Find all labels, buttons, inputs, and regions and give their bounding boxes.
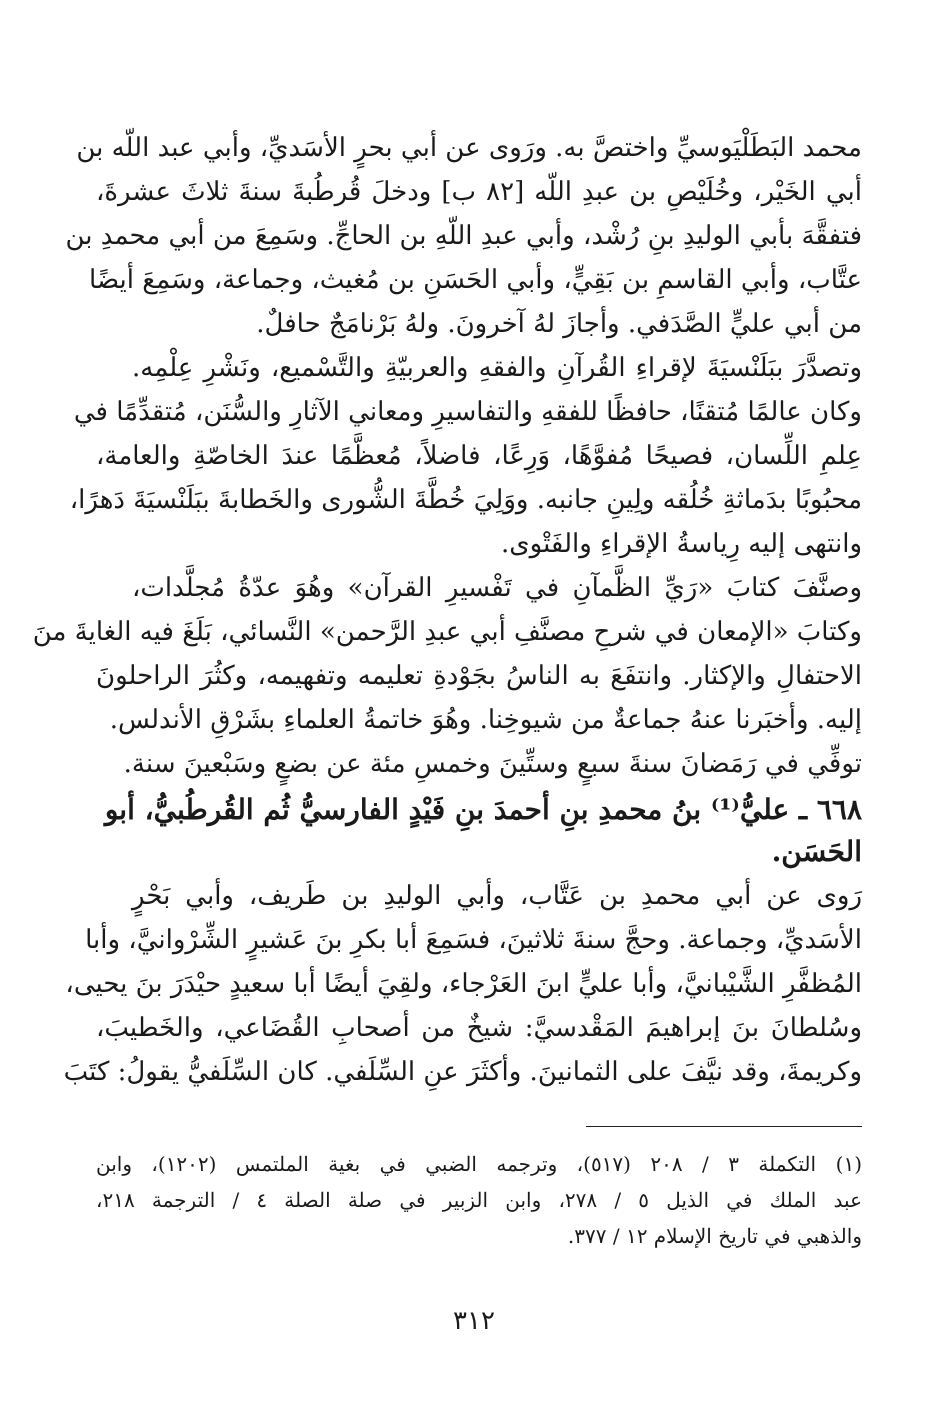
text-line: الاحتفالِ والإكثار. وانتفَعَ به الناسُ بجَوْدةِ تعليمه وتفهيمه، وكثُرَ الراحلونَ: [96, 661, 862, 691]
footnote-marker: (١): [835, 1152, 862, 1176]
entry-heading-end: الحَسَن.: [771, 835, 862, 868]
text-line: عِلمِ اللِّسان، فصيحًا مُفوَّهًا، وَرِعًا، فاضلاً، مُعظَّمًا عندَ الخاصّةِ والعامة،: [96, 441, 862, 471]
text-line: فتفقَّهَ بأبي الوليدِ بنِ رُشْد، وأبي عبدِ اللّهِ بن الحاجِّ. وسَمِعَ من أبي محمدِ بن: [65, 221, 862, 251]
footnote-line: والذهبي في تاريخ الإسلام ١٢ / ٣٧٧.: [567, 1224, 862, 1248]
text-line: وتصدَّرَ ببَلَنْسيَةَ لإقراءِ القُرآنِ والفقهِ والعربيّةِ والتَّسْميع، ونَشْرِ عِلْمِه.: [132, 353, 862, 383]
text-line: من أبي عليٍّ الصَّدَفي. وأجازَ لهُ آخرونَ. ولهُ بَرْنامَجٌ حافلٌ.: [256, 309, 862, 339]
text-line: أبي الخَيْر، وخُلَيْصِ بن عبدِ اللّه [٨٢ ب] ودخلَ قُرطُبةَ سنةَ ثلاثَ عشرةَ،: [96, 177, 862, 207]
text-line: عتَّاب، وأبي القاسمِ بن بَقِيٍّ، وأبي الحَسَنِ بن مُغيث، وجماعة، وسَمِعَ أيضًا: [89, 265, 862, 295]
text-line: توفِّي في رَمَضانَ سنةَ سبعٍ وستِّينَ وخمسِ مئة عن بضعٍ وسَبْعينَ سنة.: [123, 749, 862, 779]
page-number: ٣١٢: [453, 1306, 495, 1336]
entry-heading: ٦٦٨ ـ عليُّ⁽¹⁾ بنُ محمدِ بنِ أحمدَ بنِ فَيْدٍ الفارسيُّ ثُم القُرطُبيُّ، أبو: [104, 793, 862, 826]
text-line: وكتابَ «الإمعان في شرحِ مصنَّفِ أبي عبدِ الرَّحمن» النَّسائي، بَلَغَ فيه الغايةَ منَ: [32, 617, 862, 647]
text-line: المُظفَّرِ الشَّيْبانيَّ، وأبا عليٍّ ابنَ العَرْجاء، ولقِيَ أيضًا أبا سعيدٍ حيْدَرَ بنَ يحيى،: [65, 969, 862, 999]
text-line: وكان عالمًا مُتقنًا، حافظًا للفقهِ والتفاسيرِ ومعاني الآثارِ والسُّنَن، مُتقدِّمًا في: [73, 397, 862, 427]
footnote-rule: [586, 1126, 862, 1127]
footnote-line: عبد الملك في الذيل ٥ / ٢٧٨، وابن الزبير في صلة الصلة ٤ / الترجمة ٢١٨،: [96, 1188, 863, 1212]
text-line: وصنَّفَ كتابَ «رَيِّ الظَّمآنِ في تَفْسيرِ القرآن» وهُوَ عدّةُ مُجلَّدات،: [132, 573, 862, 603]
text-line: محبُوبًا بدَماثةِ خُلُقه ولِينِ جانبه. ووَلِيَ خُطَّةَ الشُّورى والخَطابةَ ببَلَنْسيَةَ دَهرًا،: [69, 485, 862, 515]
footnote-line: التكملة ٣ / ٢٠٨ (٥١٧)، وترجمه الضبي في بغية الملتمس (١٢٠٢)، وابن: [96, 1152, 817, 1176]
text-line: وانتهى إليه رِياسةُ الإقراءِ والفَتْوى.: [501, 529, 862, 559]
text-line: محمد البَطَلْيَوسيِّ واختصَّ به. ورَوى عن أبي بحرٍ الأسَديِّ، وأبي عبد اللّه بن: [76, 133, 862, 163]
text-line: وسُلطانَ بنَ إبراهيمَ المَقْدسيَّ: شيخٌ من أصحابِ القُضَاعي، والخَطيبَ،: [96, 1013, 862, 1043]
text-line: الأسَديِّ، وجماعة. وحجَّ سنةَ ثلاثينَ، فسَمِعَ أبا بكرِ بنَ عَشيرٍ الشِّرْوانيَّ، وأبا: [85, 925, 862, 955]
text-line: إليه. وأخبَرنا عنهُ جماعةٌ من شيوخِنا. وهُوَ خاتمةُ العلماءِ بشَرْقِ الأندلس.: [109, 705, 862, 735]
text-line: وكريمةَ، وقد نيَّفَ على الثمانينَ. وأكثَرَ عنِ السِّلَفي. كان السِّلَفيُّ يقولُ: كتَبَ: [63, 1057, 862, 1087]
text-line: رَوى عن أبي محمدِ بن عَتَّاب، وأبي الوليدِ بن طَريف، وأبي بَحْرٍ: [132, 881, 862, 911]
